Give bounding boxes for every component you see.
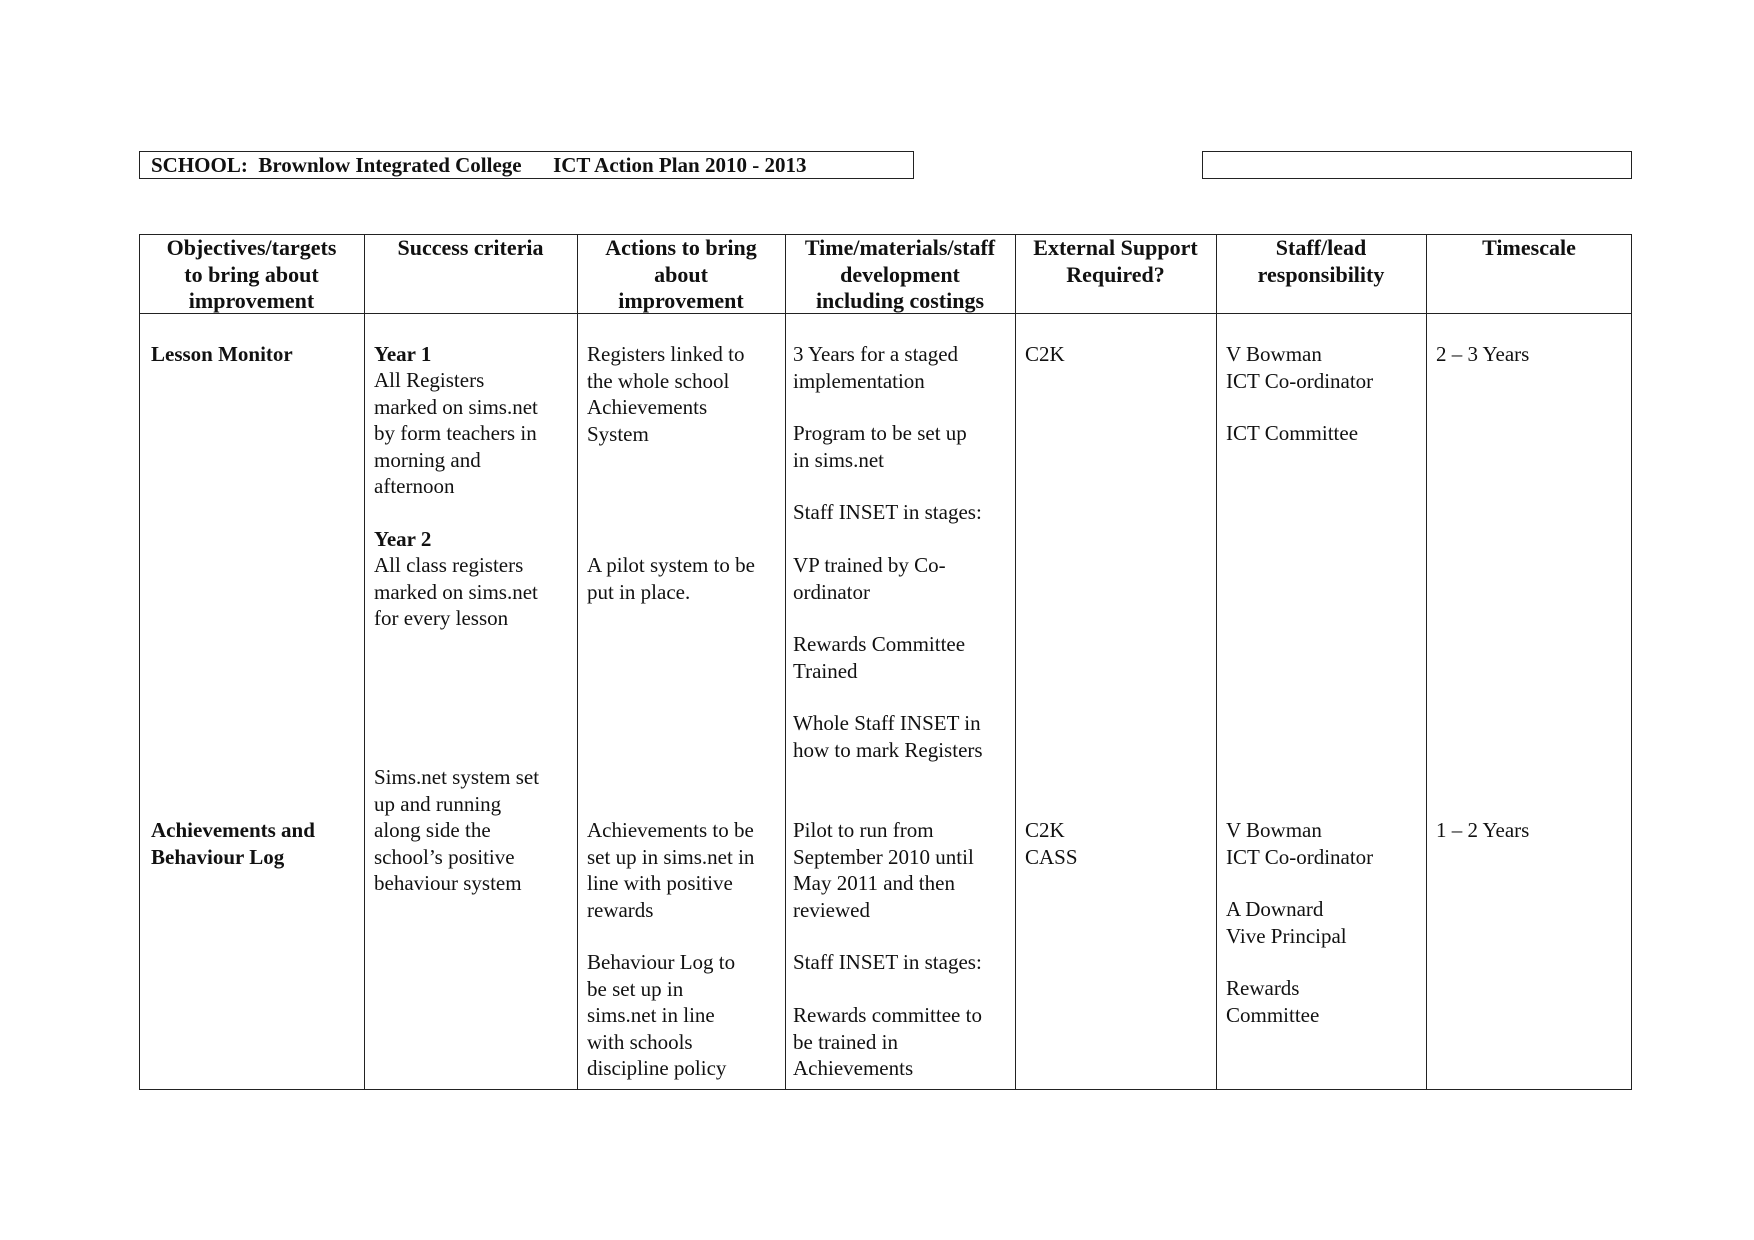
success-year1-heading: Year 1 [374,342,432,366]
blank-header-box [1202,151,1632,179]
success-year1-text: All Registers marked on sims.net by form teachers in morning and afternoon [374,368,538,499]
action-pilot-system: A pilot system to be put in place. [587,553,755,604]
time-whole-staff-inset: Whole Staff INSET in how to mark Registers [793,711,983,762]
time-rewards-committee: Rewards Committee Trained [793,632,966,683]
staff-rewards-committee: Rewards Committee [1226,976,1320,1027]
time-vp-trained: VP trained by Co- ordinator [793,553,946,604]
objective-lesson-monitor: Lesson Monitor [151,342,293,366]
time-staged-implementation: 3 Years for a staged implementation [793,342,959,393]
column-divider [577,234,578,1090]
support-lesson-monitor: C2K [1025,342,1065,366]
timescale-lesson-monitor: 2 – 3 Years [1436,342,1530,366]
column-divider [1015,234,1016,1090]
column-header-objectives: Objectives/targets to bring about improvement [166,235,337,313]
column-header-timescale: Timescale [1482,235,1576,260]
time-program-setup: Program to be set up in sims.net [793,421,967,472]
column-divider [364,234,365,1090]
staff-achievements-vice-principal: A Downard Vive Principal [1226,897,1347,948]
column-header-success-criteria: Success criteria [397,235,544,260]
page-title: SCHOOL: Brownlow Integrated College ICT Action Plan 2010 - 2013 [139,151,914,179]
action-behaviour-log: Behaviour Log to be set up in sims.net in line with schools discipline policy [587,950,736,1081]
column-header-actions: Actions to bring about improvement [605,235,757,313]
action-registers-linked: Registers linked to the whole school Achievements System [587,342,745,446]
staff-lesson-monitor-lead: V Bowman ICT Co-ordinator [1226,342,1374,393]
column-divider [1426,234,1427,1090]
column-header-staff-lead: Staff/lead responsibility [1257,235,1385,287]
support-achievements: C2K CASS [1025,818,1078,869]
staff-lesson-monitor-committee: ICT Committee [1226,421,1359,445]
staff-achievements-lead: V Bowman ICT Co-ordinator [1226,818,1374,869]
success-year2-text: All class registers marked on sims.net for every lesson [374,553,538,631]
time-pilot-run: Pilot to run from September 2010 until May 2011 and then reviewed [793,818,974,922]
objective-achievements-behaviour: Achievements and Behaviour Log [151,818,315,869]
success-year2-heading: Year 2 [374,527,432,551]
time-staff-inset-2: Staff INSET in stages: [793,950,982,974]
time-rewards-training: Rewards committee to be trained in Achievements [793,1003,982,1081]
success-sims-system: Sims.net system set up and running along side the school’s positive behaviour system [374,765,540,896]
time-staff-inset: Staff INSET in stages: [793,500,982,524]
column-header-time-materials: Time/materials/staff development including costings [804,235,996,313]
timescale-achievements: 1 – 2 Years [1436,818,1530,842]
action-achievements-setup: Achievements to be set up in sims.net in line with positive rewards [587,818,755,922]
column-header-external-support: External Support Required? [1033,235,1198,287]
column-divider [1216,234,1217,1090]
column-divider [785,234,786,1090]
